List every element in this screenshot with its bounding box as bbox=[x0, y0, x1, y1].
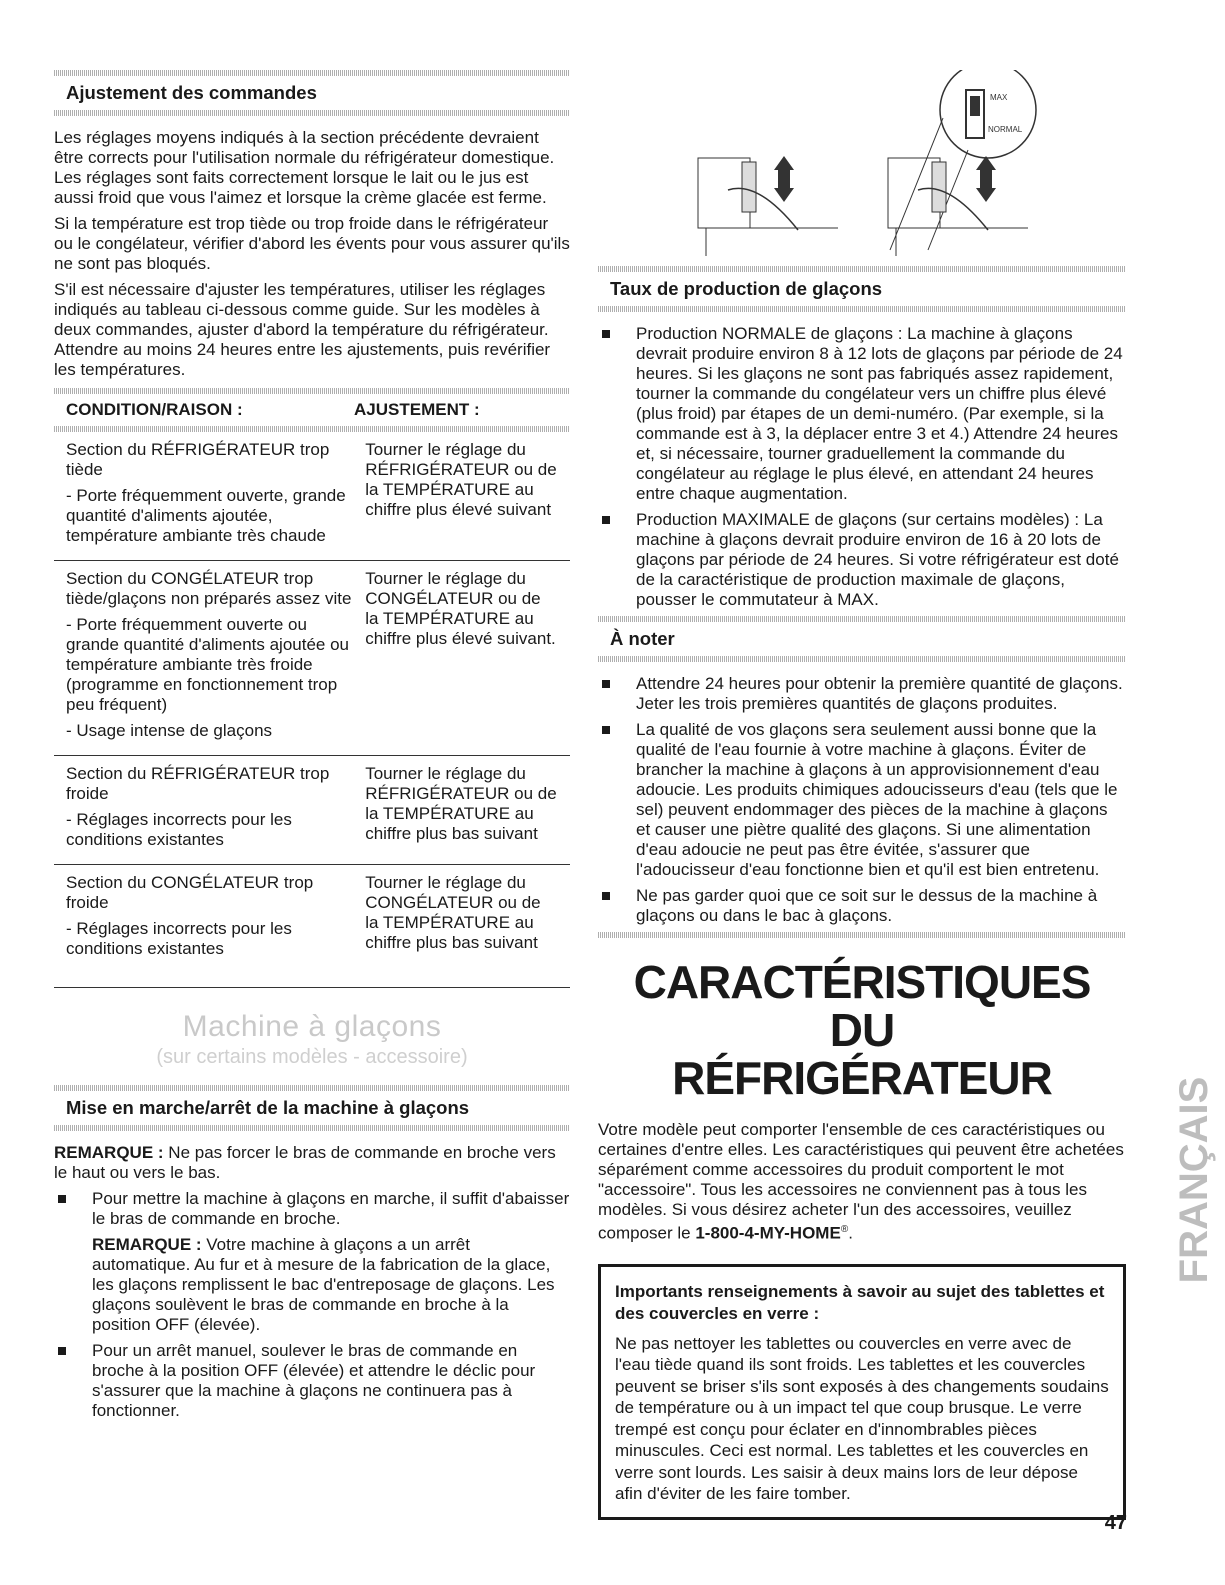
list-item: Pour mettre la machine à glaçons en marche, il suffit d'abaisser le bras de commande en broche. bbox=[54, 1189, 570, 1229]
rule bbox=[598, 306, 1126, 312]
list-item: Pour un arrêt manuel, soulever le bras de commande en broche à la position OFF (élevée) et attendre le déclic pour s'assurer que la machine à glaçons ne continuera pas à fonctionner. bbox=[54, 1341, 570, 1421]
language-tab bbox=[1161, 1010, 1225, 1350]
rule bbox=[598, 616, 1126, 622]
section-subheading: (sur certains modèles - accessoire) bbox=[156, 1046, 468, 1068]
reason-text: - Porte fréquemment ouverte, grande quantité d'aliments ajoutée, température ambiante très chaude bbox=[66, 486, 346, 545]
condition-text: Section du CONGÉLATEUR trop froide bbox=[66, 873, 314, 912]
reason-text: - Réglages incorrects pour les conditions existantes bbox=[66, 810, 292, 849]
adjustment-text: Tourner le réglage du CONGÉLATEUR ou de la TEMPÉRATURE au chiffre plus élevé suivant. bbox=[365, 569, 556, 648]
adjustment-text: Tourner le réglage du RÉFRIGÉRATEUR ou de la TEMPÉRATURE au chiffre plus élevé suivant bbox=[365, 440, 557, 519]
page-number: 47 bbox=[1104, 1512, 1127, 1534]
warning-box bbox=[598, 1264, 1126, 1520]
bullet-list bbox=[54, 1189, 570, 1421]
table-header bbox=[54, 394, 570, 426]
table-row bbox=[54, 756, 570, 865]
ice-maker-illustration bbox=[598, 70, 1126, 266]
left-column bbox=[54, 70, 570, 1427]
warning-title: Importants renseignements à savoir au sujet des tablettes et des couvercles en verre : bbox=[615, 1281, 1105, 1323]
reason-text: - Réglages incorrects pour les conditions existantes bbox=[66, 919, 292, 958]
table-row bbox=[54, 561, 570, 756]
ice-maker-drawing bbox=[598, 70, 1126, 256]
right-column bbox=[598, 70, 1126, 1520]
paragraph: S'il est nécessaire d'ajuster les températures, utiliser les réglages indiqués au tableau ci-dessous comme guide. Sur les modèles à deux commandes, ajuster d'abord la température du réfrigérateur. Attendre au moins 24 heures entre les ajustements, puis revérifier les températures. bbox=[54, 280, 551, 379]
table-row bbox=[54, 865, 570, 988]
reason-text: - Usage intense de glaçons bbox=[66, 721, 273, 740]
paragraph: Si la température est trop tiède ou trop froide dans le réfrigérateur ou le congélateur, vérifier d'abord les évents pour vous assurer qu'ils ne sont pas bloqués. bbox=[54, 214, 570, 273]
warning-text: Ne pas nettoyer les tablettes ou couvercles en verre avec de l'eau tiède quand ils sont froids. Les tablettes et les couvercles peuvent se briser s'ils sont exposés à des changements soudains de température ou à un impact tel que coup brusque. Le verre trempé est conçu pour éclater en d'innombrables pièces minuscules. Ceci est normal. Les tablettes et les couvercles en verre sont lourds. Les saisir à deux mains lors de leur dépose afin d'éviter de les faire tomber. bbox=[615, 1333, 1109, 1504]
condition-text: Section du CONGÉLATEUR trop tiède/glaçons non préparés assez vite bbox=[66, 569, 352, 608]
section-title-mise-en-marche: Mise en marche/arrêt de la machine à glaçons bbox=[66, 1097, 470, 1118]
illus-normal-label: NORMAL bbox=[988, 125, 1023, 134]
list-item: Ne pas garder quoi que ce soit sur le dessus de la machine à glaçons ou dans le bac à glaçons. bbox=[598, 886, 1126, 926]
reason-text: - Porte fréquemment ouverte ou grande quantité d'aliments ajoutée ou température ambiante très froide (programme en fonctionnement trop peu fréquent) bbox=[66, 615, 350, 714]
section-title-ajustement: Ajustement des commandes bbox=[66, 82, 317, 103]
remarque-note: REMARQUE : Votre machine à glaçons a un arrêt automatique. Au fur et à mesure de la fabrication de la glace, les glaçons remplissent le bac d'entreposage de glaçons. Les glaçons soulèvent le bras de commande en broche à la position OFF (élevée). bbox=[92, 1235, 555, 1334]
rule bbox=[54, 1085, 570, 1091]
intro-paragraph: Votre modèle peut comporter l'ensemble de ces caractéristiques ou certaines d'entre elles. Les caractéristiques qui peuvent être achetées séparément comme accessoires du produit comportent le mot "accessoire". Tous les accessoires ne conviennent pas à tous les modèles. Si vous désirez acheter l'un des accessoires, veuillez composer le 1-800-4-MY-HOME®. bbox=[598, 1120, 1124, 1243]
section-title-taux-production: Taux de production de glaçons bbox=[610, 278, 883, 299]
page-title: CARACTÉRISTIQUES DU RÉFRIGÉRATEUR bbox=[633, 956, 1091, 1104]
table-header-condition: CONDITION/RAISON : bbox=[66, 400, 243, 419]
rule bbox=[54, 70, 570, 76]
rule bbox=[598, 932, 1126, 938]
rule bbox=[54, 110, 570, 116]
illus-max-label: MAX bbox=[990, 93, 1008, 102]
rule bbox=[54, 426, 570, 432]
list-item: Attendre 24 heures pour obtenir la première quantité de glaçons. Jeter les trois premières quantités de glaçons produites. bbox=[598, 674, 1126, 714]
bullet-list bbox=[598, 674, 1126, 926]
table-row bbox=[54, 432, 570, 561]
remarque: REMARQUE : Ne pas forcer le bras de commande en broche vers le haut ou vers le bas. bbox=[54, 1143, 556, 1182]
list-item: La qualité de vos glaçons sera seulement aussi bonne que la qualité de l'eau fournie à votre machine à glaçons. Éviter de brancher la machine à glaçons à un approvisionnement d'eau adoucie. Les produits chimiques adoucisseurs d'eau (tels que le sel) peuvent endommager des pièces de la machine à glaçons et causer une piètre qualité des glaçons. Si une alimentation d'eau adoucie ne peut pas être évitée, s'assurer que l'adoucisseur d'eau fonctionne bien et qu'il est bien entretenu. bbox=[598, 720, 1126, 880]
adjustment-table bbox=[54, 388, 570, 988]
table-header-adjustment: AJUSTEMENT : bbox=[354, 400, 480, 419]
section-title-a-noter: À noter bbox=[610, 628, 675, 649]
paragraph: Les réglages moyens indiqués à la section précédente devraient être corrects pour l'utilisation normale du réfrigérateur domestique. Les réglages sont faits correctement lorsque le lait ou le jus est aussi froid que vous l'aimez et lorsque la crème glacée est ferme. bbox=[54, 128, 555, 207]
rule bbox=[598, 656, 1126, 662]
bullet-list bbox=[598, 324, 1126, 610]
list-item: Production MAXIMALE de glaçons (sur certains modèles) : La machine à glaçons devrait produire environ de 16 à 20 lots de glaçons par période de 24 heures. Si votre réfrigérateur est doté de la caractéristique de production maximale de glaçons, pousser le commutateur à MAX. bbox=[598, 510, 1126, 610]
list-item: Production NORMALE de glaçons : La machine à glaçons devrait produire environ 8 à 12 lots de glaçons par période de 24 heures. Si les glaçons ne sont pas fabriqués assez rapidement, tourner la commande du congélateur vers un chiffre plus élevé (plus froid) par étapes de un demi-numéro. (Par exemple, si la commande est à 3, la déplacer entre 3 et 4.) Attendre 24 heures et, si nécessaire, tourner graduellement la commande du congélateur au réglage le plus élevé, en attendant 24 heures entre chaque augmentation. bbox=[598, 324, 1126, 504]
adjustment-text: Tourner le réglage du CONGÉLATEUR ou de la TEMPÉRATURE au chiffre plus bas suivant bbox=[365, 873, 541, 952]
condition-text: Section du RÉFRIGÉRATEUR trop tiède bbox=[66, 440, 330, 479]
rule bbox=[54, 1125, 570, 1131]
section-heading-machine-glacons: Machine à glaçons bbox=[182, 1010, 442, 1043]
condition-text: Section du RÉFRIGÉRATEUR trop froide bbox=[66, 764, 330, 803]
rule bbox=[54, 388, 570, 394]
adjustment-text: Tourner le réglage du RÉFRIGÉRATEUR ou de la TEMPÉRATURE au chiffre plus bas suivant bbox=[365, 764, 557, 843]
rule bbox=[598, 266, 1126, 272]
language-tab-label: FRANÇAIS bbox=[1172, 1076, 1216, 1284]
